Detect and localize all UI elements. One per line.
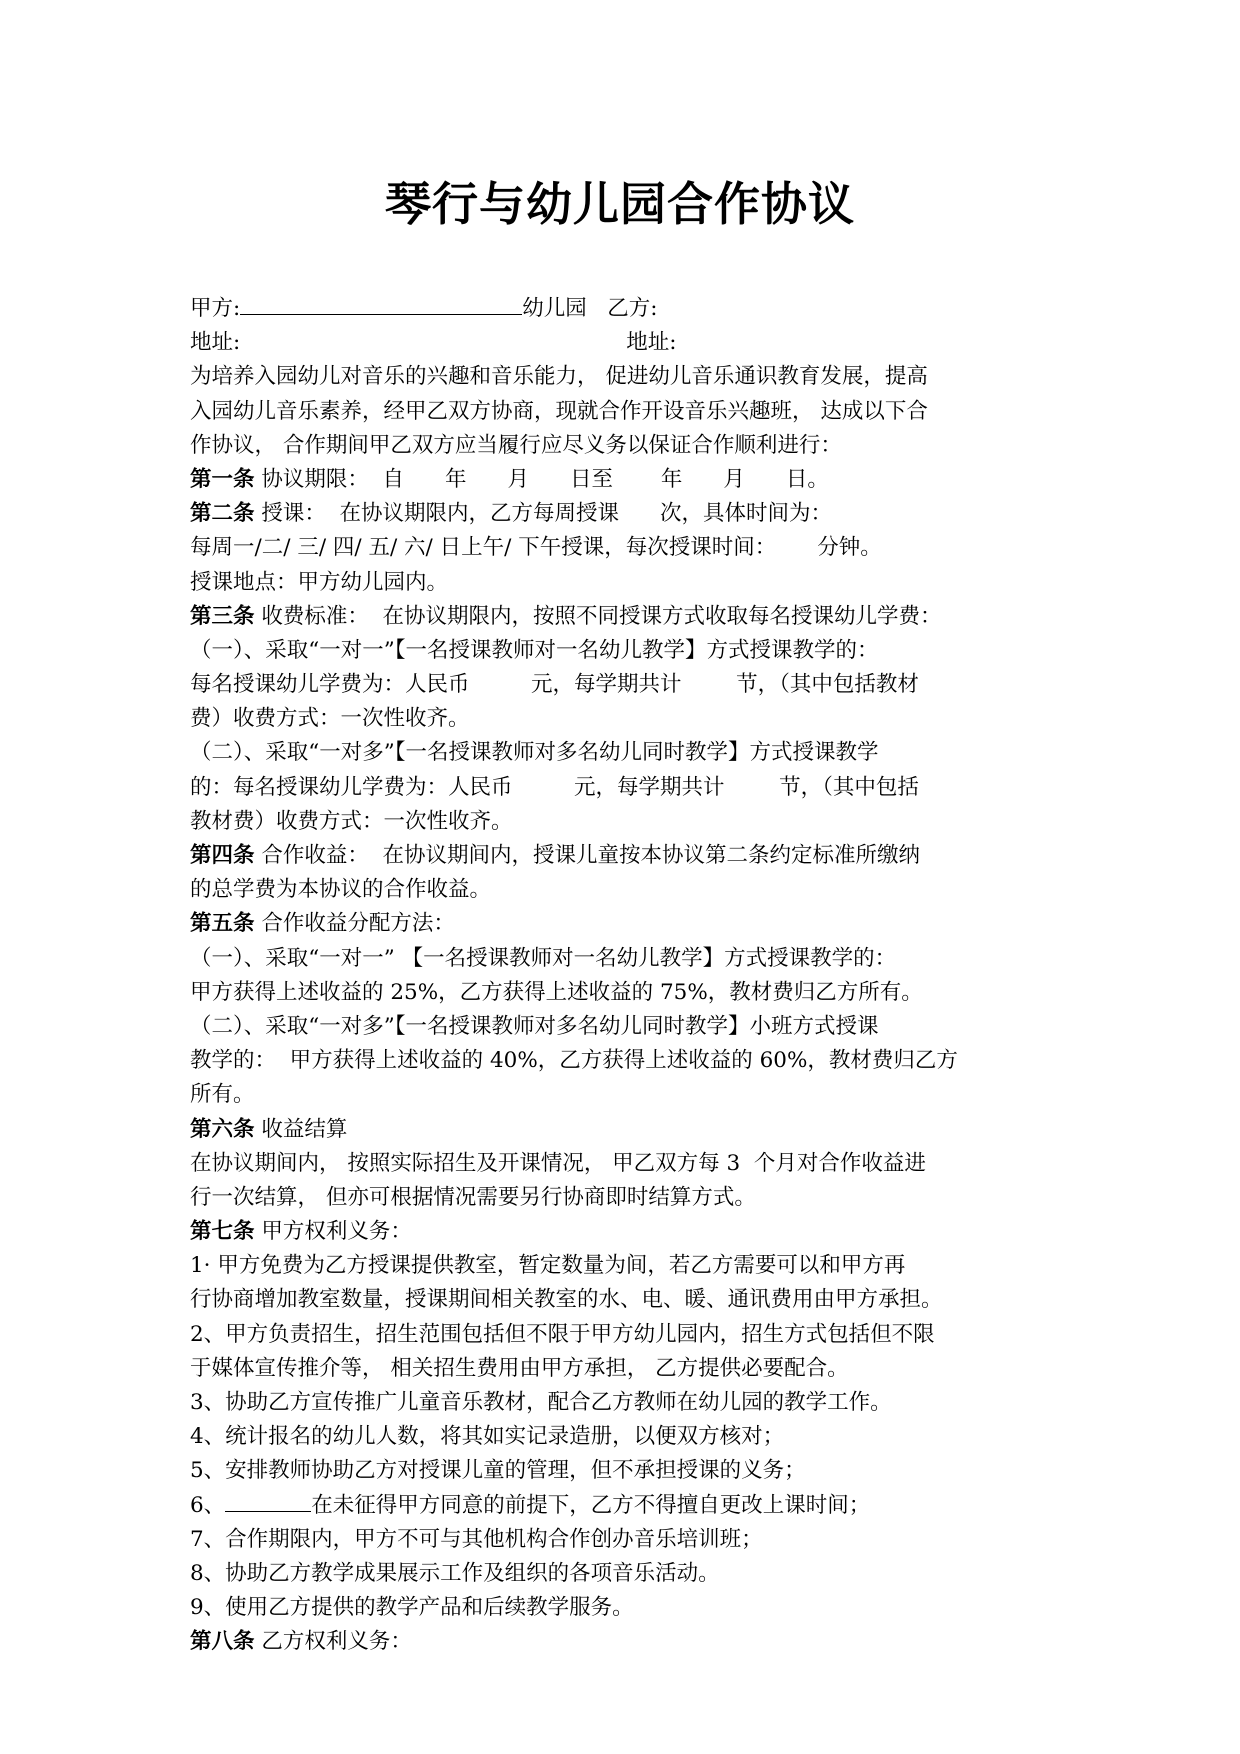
intro-line: 作协议， 合作期间甲乙双方应当履行应尽义务以保证合作顺利进行： bbox=[190, 432, 842, 458]
address-line bbox=[190, 326, 1070, 360]
party-b-label: 乙方: bbox=[607, 296, 658, 321]
article-line: 费）收费方式：一次性收齐。 bbox=[190, 706, 470, 732]
article-text: 收费标准： 在协议期限内，按照不同授课方式收取每名授课幼儿学费： bbox=[254, 603, 942, 629]
article-text: 合作收益分配方法： bbox=[254, 911, 455, 937]
article-line: 授课地点：甲方幼儿园内。 bbox=[190, 569, 449, 595]
article-line: 行协商增加教室数量，授课期间相关教室的水、电、暖、通讯费用由甲方承担。 bbox=[190, 1287, 943, 1313]
article-title: 第八条 bbox=[190, 1629, 255, 1655]
article-5 bbox=[190, 907, 1070, 941]
article-text: 收益结算 bbox=[254, 1116, 348, 1142]
item-text: 在未征得甲方同意的前提下，乙方不得擅自更改上课时间； bbox=[311, 1492, 871, 1518]
page-title: 琴行与幼儿园合作协议 bbox=[385, 177, 855, 231]
article-line: （二）、采取“一对多”【一名授课教师对多名幼儿同时教学】方式授课教学 bbox=[190, 740, 879, 766]
article-4 bbox=[190, 839, 1070, 873]
article-text: 合作收益： 在协议期间内，授课儿童按本协议第二条约定标准所缴纳 bbox=[254, 843, 921, 868]
article-title: 第六条 bbox=[190, 1116, 255, 1142]
article-title: 第四条 bbox=[190, 843, 255, 868]
article-2 bbox=[190, 497, 1070, 531]
article-line: 1· 甲方免费为乙方授课提供教室，暂定数量为间，若乙方需要可以和甲方再 bbox=[190, 1253, 906, 1279]
article-line: 8、协助乙方教学成果展示工作及组织的各项音乐活动。 bbox=[190, 1560, 720, 1586]
article-line: （一）、采取“一对一” 【一名授课教师对一名幼儿教学】方式授课教学的： bbox=[190, 945, 897, 971]
article-line: 在协议期间内， 按照实际招生及开课情况， 甲乙双方每 3 个月对合作收益进 bbox=[190, 1150, 926, 1176]
article-7-item-6 bbox=[190, 1489, 1070, 1523]
article-text: 协议期限： 自 年 月 日至 年 月 日。 bbox=[254, 466, 829, 492]
article-line: 9、使用乙方提供的教学产品和后续教学服务。 bbox=[190, 1595, 634, 1621]
article-title: 第二条 bbox=[190, 501, 255, 527]
article-line: 3、协助乙方宣传推广儿童音乐教材，配合乙方教师在幼儿园的教学工作。 bbox=[190, 1390, 892, 1415]
article-line: 5、安排教师协助乙方对授课儿童的管理，但不承担授课的义务； bbox=[190, 1458, 806, 1484]
article-line: 的总学费为本协议的合作收益。 bbox=[190, 877, 492, 903]
article-1 bbox=[190, 463, 1070, 497]
article-title: 第五条 bbox=[190, 911, 255, 937]
article-line: 每周一/二/ 三/ 四/ 五/ 六/ 日上午/ 下午授课，每次授课时间： 分钟。 bbox=[190, 535, 882, 561]
article-line: 甲方获得上述收益的 25%，乙方获得上述收益的 75%，教材费归乙方所有。 bbox=[190, 979, 923, 1005]
article-title: 第三条 bbox=[190, 603, 255, 629]
intro-line: 入园幼儿音乐素养，经甲乙双方协商，现就合作开设音乐兴趣班， 达成以下合 bbox=[190, 398, 928, 424]
address-b-label: 地址: bbox=[626, 330, 677, 356]
article-line: 于媒体宣传推介等， 相关招生费用由甲方承担， 乙方提供必要配合。 bbox=[190, 1355, 849, 1381]
article-text: 甲方权利义务： bbox=[254, 1219, 412, 1245]
article-text: 乙方权利义务： bbox=[254, 1629, 412, 1655]
party-a-label: 甲方: bbox=[190, 296, 241, 321]
party-line bbox=[190, 292, 1070, 326]
item-number: 6、 bbox=[190, 1492, 226, 1518]
article-line: （一）、采取“一对一”【一名授课教师对一名幼儿教学】方式授课教学的： bbox=[190, 637, 879, 663]
article-text: 授课： 在协议期限内，乙方每周授课 次，具体时间为： bbox=[254, 501, 833, 527]
article-line: 7、合作期限内，甲方不可与其他机构合作创办音乐培训班； bbox=[190, 1526, 763, 1552]
document-body bbox=[190, 292, 1070, 1660]
article-line: 4、统计报名的幼儿人数，将其如实记录造册，以便双方核对； bbox=[190, 1424, 785, 1450]
article-title: 第七条 bbox=[190, 1219, 255, 1245]
article-7 bbox=[190, 1215, 1070, 1249]
article-8 bbox=[190, 1625, 1070, 1659]
article-line: 所有。 bbox=[190, 1082, 255, 1108]
article-line: 2、甲方负责招生，招生范围包括但不限于甲方幼儿园内，招生方式包括但不限 bbox=[190, 1321, 935, 1347]
article-title: 第一条 bbox=[190, 466, 255, 492]
article-line: （二）、采取“一对多”【一名授课教师对多名幼儿同时教学】小班方式授课 bbox=[190, 1013, 879, 1039]
article-line: 教学的： 甲方获得上述收益的 40%，乙方获得上述收益的 60%，教材费归乙方 bbox=[190, 1048, 958, 1074]
article-line: 行一次结算， 但亦可根据情况需要另行协商即时结算方式。 bbox=[190, 1184, 756, 1210]
party-a-blank bbox=[240, 292, 522, 315]
article-line: 每名授课幼儿学费为：人民币 元，每学期共计 节，（其中包括教材 bbox=[190, 672, 919, 698]
party-a-suffix: 幼儿园 bbox=[522, 296, 587, 321]
article-3 bbox=[190, 600, 1070, 634]
article-line: 的：每名授课幼儿学费为：人民币 元，每学期共计 节，（其中包括 bbox=[190, 774, 919, 800]
address-a-label: 地址: bbox=[190, 330, 241, 356]
intro-line: 为培养入园幼儿对音乐的兴趣和音乐能力， 促进幼儿音乐通识教育发展，提高 bbox=[190, 364, 928, 390]
article-6 bbox=[190, 1113, 1070, 1147]
article-line: 教材费）收费方式：一次性收齐。 bbox=[190, 808, 513, 834]
item-6-blank bbox=[225, 1489, 311, 1512]
